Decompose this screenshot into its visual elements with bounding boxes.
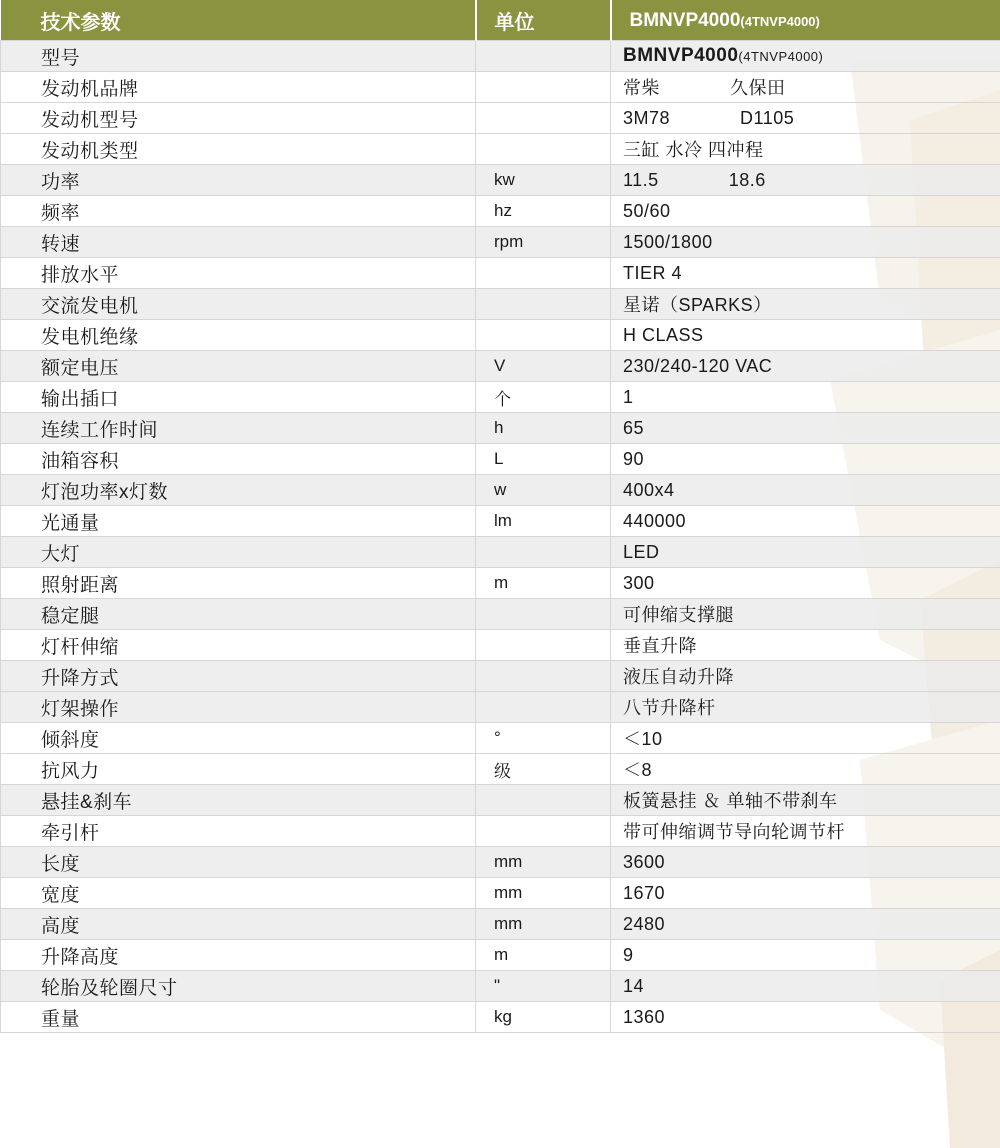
row-value-primary: LED [623, 541, 660, 562]
table-row [1, 72, 1000, 103]
row-parameter-name: 发动机类型 [1, 134, 476, 165]
row-value-primary: 1360 [623, 1006, 666, 1027]
row-value-primary: 11.5 [623, 169, 659, 190]
table-row [1, 878, 1000, 909]
row-value [611, 134, 1000, 165]
row-value [611, 382, 1000, 413]
table-body [1, 41, 1000, 1033]
row-value [611, 506, 1000, 537]
row-unit: m [476, 940, 611, 971]
row-parameter-name: 油箱容积 [1, 444, 476, 475]
row-unit [476, 258, 611, 289]
row-unit: hz [476, 196, 611, 227]
row-parameter-name: 重量 [1, 1002, 476, 1033]
row-parameter-name: 频率 [1, 196, 476, 227]
row-value [611, 413, 1000, 444]
row-value-primary: 65 [623, 417, 645, 438]
row-parameter-name: 排放水平 [1, 258, 476, 289]
row-parameter-name: 长度 [1, 847, 476, 878]
row-value [611, 444, 1000, 475]
row-unit [476, 692, 611, 723]
row-unit: kw [476, 165, 611, 196]
row-unit: rpm [476, 227, 611, 258]
row-unit [476, 289, 611, 320]
table-row [1, 785, 1000, 816]
header-parameter: 技术参数 [1, 0, 476, 41]
row-unit: h [476, 413, 611, 444]
row-value-secondary: 久保田 [730, 78, 786, 98]
row-value [611, 599, 1000, 630]
table-row [1, 568, 1000, 599]
table-row [1, 599, 1000, 630]
table-row [1, 227, 1000, 258]
row-value [611, 258, 1000, 289]
row-value-primary: 1 [623, 386, 634, 407]
row-value [611, 940, 1000, 971]
row-parameter-name: 升降高度 [1, 940, 476, 971]
table-row [1, 134, 1000, 165]
row-unit: mm [476, 909, 611, 940]
row-unit: 级 [476, 754, 611, 785]
row-value [611, 785, 1000, 816]
row-parameter-name: 发电机绝缘 [1, 320, 476, 351]
row-value [611, 475, 1000, 506]
row-value-primary: 板簧悬挂 ＆ 单轴不带刹车 [623, 791, 838, 811]
header-model [611, 0, 1000, 41]
table-row [1, 165, 1000, 196]
table-row [1, 1002, 1000, 1033]
table-row [1, 506, 1000, 537]
row-parameter-name: 悬挂&刹车 [1, 785, 476, 816]
row-value-sub: (4TNVP4000) [738, 49, 824, 64]
row-value [611, 568, 1000, 599]
table-row [1, 909, 1000, 940]
row-value [611, 537, 1000, 568]
row-parameter-name: 灯泡功率x灯数 [1, 475, 476, 506]
row-value [611, 847, 1000, 878]
row-parameter-name: 轮胎及轮圈尺寸 [1, 971, 476, 1002]
row-parameter-name: 额定电压 [1, 351, 476, 382]
table-row [1, 723, 1000, 754]
row-value-primary: ＜8 [623, 760, 653, 780]
row-value [611, 227, 1000, 258]
row-value-primary: 3M78 [623, 107, 671, 128]
table-row [1, 351, 1000, 382]
row-value-primary: 1670 [623, 882, 666, 903]
row-value-primary: 9 [623, 944, 634, 965]
row-value-primary: 八节升降杆 [623, 698, 716, 718]
row-unit [476, 630, 611, 661]
row-value-primary: 440000 [623, 510, 687, 531]
table-row [1, 754, 1000, 785]
table-row [1, 475, 1000, 506]
row-parameter-name: 交流发电机 [1, 289, 476, 320]
row-value [611, 692, 1000, 723]
row-unit: 个 [476, 382, 611, 413]
row-unit: mm [476, 878, 611, 909]
row-parameter-name: 光通量 [1, 506, 476, 537]
row-value [611, 320, 1000, 351]
row-parameter-name: 升降方式 [1, 661, 476, 692]
row-unit [476, 661, 611, 692]
row-unit: ° [476, 723, 611, 754]
table-row [1, 258, 1000, 289]
table-row [1, 320, 1000, 351]
row-parameter-name: 照射距离 [1, 568, 476, 599]
row-value-primary: H CLASS [623, 324, 704, 345]
row-value [611, 351, 1000, 382]
row-value-primary: 230/240-120 VAC [623, 355, 773, 376]
row-value-primary: 3600 [623, 851, 666, 872]
row-value [611, 971, 1000, 1002]
row-parameter-name: 灯架操作 [1, 692, 476, 723]
table-row [1, 816, 1000, 847]
header-model-main: BMNVP4000 [629, 9, 741, 31]
row-value-primary: 50/60 [623, 200, 671, 221]
table-row [1, 630, 1000, 661]
row-unit: w [476, 475, 611, 506]
row-value [611, 103, 1000, 134]
row-value [611, 1002, 1000, 1033]
row-unit: mm [476, 847, 611, 878]
row-parameter-name: 大灯 [1, 537, 476, 568]
row-value [611, 754, 1000, 785]
table-row [1, 413, 1000, 444]
row-value [611, 72, 1000, 103]
header-model-sub: (4TNVP4000) [740, 13, 820, 29]
table-header [1, 0, 1000, 41]
row-value [611, 661, 1000, 692]
row-parameter-name: 转速 [1, 227, 476, 258]
row-value-primary: 三缸 水冷 四冲程 [623, 140, 764, 160]
row-value [611, 816, 1000, 847]
row-value-secondary: 18.6 [728, 169, 766, 190]
row-value [611, 165, 1000, 196]
row-parameter-name: 输出插口 [1, 382, 476, 413]
row-unit: lm [476, 506, 611, 537]
row-unit [476, 537, 611, 568]
row-parameter-name: 连续工作时间 [1, 413, 476, 444]
row-value-primary: 2480 [623, 913, 666, 934]
row-value [611, 878, 1000, 909]
row-unit [476, 785, 611, 816]
row-parameter-name: 抗风力 [1, 754, 476, 785]
row-unit: m [476, 568, 611, 599]
table-row [1, 537, 1000, 568]
row-unit [476, 103, 611, 134]
row-value-primary: 300 [623, 572, 655, 593]
row-value-primary: 90 [623, 448, 645, 469]
row-value-main: BMNVP4000 [623, 45, 739, 66]
row-value-primary: 可伸缩支撑腿 [623, 605, 734, 625]
row-value-primary: ＜10 [623, 729, 663, 749]
row-unit: L [476, 444, 611, 475]
row-unit [476, 134, 611, 165]
table-row [1, 103, 1000, 134]
row-parameter-name: 稳定腿 [1, 599, 476, 630]
row-unit [476, 72, 611, 103]
row-value-primary: 星诺（SPARKS） [623, 295, 772, 315]
row-value-primary: 垂直升降 [623, 636, 697, 656]
row-value [611, 723, 1000, 754]
table-row [1, 940, 1000, 971]
row-unit [476, 599, 611, 630]
row-unit: V [476, 351, 611, 382]
row-value [611, 909, 1000, 940]
row-value-primary: 14 [623, 975, 645, 996]
table-row [1, 692, 1000, 723]
row-unit [476, 816, 611, 847]
row-parameter-name: 灯杆伸缩 [1, 630, 476, 661]
row-value [611, 289, 1000, 320]
row-value-primary: 400x4 [623, 479, 675, 500]
row-value [611, 196, 1000, 227]
table-row [1, 971, 1000, 1002]
row-value-primary: 液压自动升降 [623, 667, 734, 687]
row-unit [476, 320, 611, 351]
row-value-primary: TIER 4 [623, 262, 683, 283]
row-parameter-name: 宽度 [1, 878, 476, 909]
row-unit: " [476, 971, 611, 1002]
row-parameter-name: 发动机品牌 [1, 72, 476, 103]
row-unit [476, 41, 611, 72]
row-value-primary: 常柴 [623, 78, 660, 98]
row-value-primary: 带可伸缩调节导向轮调节杆 [623, 822, 845, 842]
header-unit: 单位 [476, 0, 611, 41]
row-value-secondary: D1105 [740, 107, 795, 128]
table-row [1, 41, 1000, 72]
table-row [1, 196, 1000, 227]
row-parameter-name: 功率 [1, 165, 476, 196]
table-row [1, 444, 1000, 475]
table-row [1, 382, 1000, 413]
table-row [1, 289, 1000, 320]
row-parameter-name: 倾斜度 [1, 723, 476, 754]
table-row [1, 847, 1000, 878]
row-value-primary: 1500/1800 [623, 231, 713, 252]
row-parameter-name: 发动机型号 [1, 103, 476, 134]
header-row [1, 0, 1000, 41]
row-value [611, 41, 1000, 72]
row-value [611, 630, 1000, 661]
row-parameter-name: 型号 [1, 41, 476, 72]
table-row [1, 661, 1000, 692]
row-unit: kg [476, 1002, 611, 1033]
row-parameter-name: 牵引杆 [1, 816, 476, 847]
row-parameter-name: 高度 [1, 909, 476, 940]
